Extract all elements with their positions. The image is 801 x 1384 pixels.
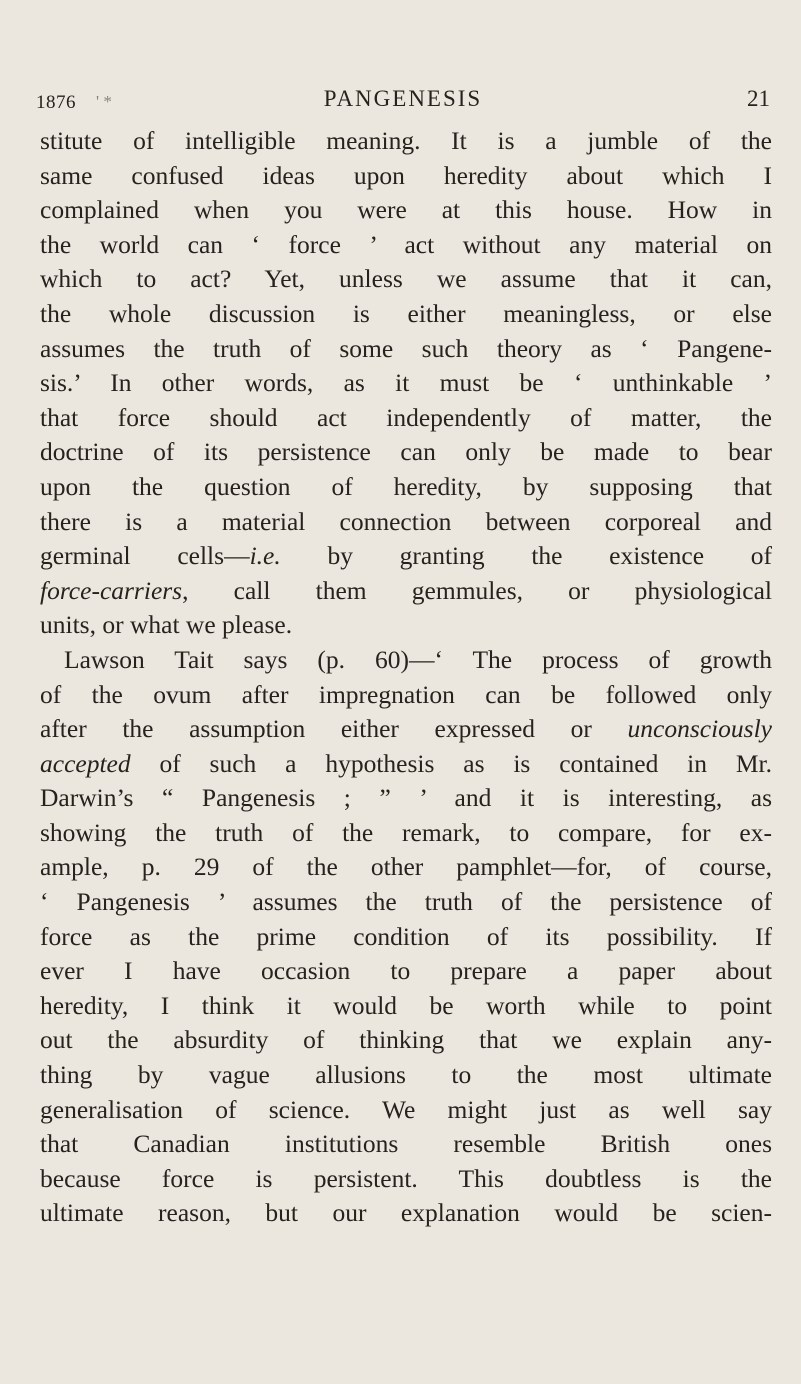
- text-line: [40, 643, 772, 678]
- line-text: which to act? Yet, unless we assume that it can,: [40, 264, 772, 294]
- line-text: that Canadian institutions resemble British ones: [40, 1129, 772, 1159]
- text-line: [40, 608, 772, 643]
- text-line: [40, 781, 772, 816]
- running-head-year: 1876: [36, 92, 76, 113]
- line-text: showing the truth of the remark, to compare, for ex-: [40, 817, 772, 847]
- text-line: [40, 159, 772, 194]
- text-line: [40, 574, 772, 609]
- text-line: [40, 1093, 772, 1128]
- line-text: complained when you were at this house. How in: [40, 195, 772, 225]
- line-text: by granting the existence of: [280, 541, 772, 571]
- running-head-title: PANGENESIS: [323, 86, 483, 111]
- running-head: [36, 86, 770, 120]
- text-line: [40, 678, 772, 713]
- line-text: upon the question of heredity, by supposing that: [40, 471, 772, 501]
- text-line: [40, 228, 772, 263]
- text-line: [40, 1058, 772, 1093]
- line-text: doctrine of its persistence can only be made to bear: [40, 437, 772, 467]
- text-line: [40, 505, 772, 540]
- text-line: [40, 1023, 772, 1058]
- text-line: [40, 470, 772, 505]
- line-text: germinal cells—: [40, 541, 250, 571]
- line-text: out the absurdity of thinking that we explain any-: [40, 1025, 772, 1055]
- line-text: assumes the truth of some such theory as ‘ Pangene-: [40, 333, 772, 363]
- line-text: thing by vague allusions to the most ultimate: [40, 1060, 772, 1090]
- body-text: [40, 124, 772, 1231]
- line-text: sis.’ In other words, as it must be ‘ unthinkable ’: [40, 368, 772, 398]
- text-line: [40, 332, 772, 367]
- line-text: because force is persistent. This doubtless is the: [40, 1163, 772, 1193]
- line-text: of such a hypothesis as is contained in Mr.: [130, 748, 772, 778]
- line-text: stitute of intelligible meaning. It is a jumble of the: [40, 126, 772, 155]
- running-head-marks: ' *: [96, 92, 112, 111]
- text-line: [40, 1196, 772, 1231]
- line-text: Darwin’s “ Pangenesis ; ” ’ and it is interesting, as: [40, 783, 772, 813]
- line-text: units, or what we please.: [40, 610, 293, 640]
- text-line: [40, 920, 772, 955]
- line-text: ample, p. 29 of the other pamphlet—for, of course,: [40, 852, 772, 882]
- text-line: [40, 539, 772, 574]
- line-text: force as the prime condition of its possibility. If: [40, 921, 772, 951]
- line-text: same confused ideas upon heredity about which I: [40, 160, 772, 190]
- line-text: Lawson Tait says (p. 60)—‘ The process of growth: [64, 644, 772, 674]
- line-text: ultimate reason, but our explanation would be scien-: [40, 1198, 772, 1228]
- line-text: ever I have occasion to prepare a paper about: [40, 956, 772, 986]
- line-text: heredity, I think it would be worth while to point: [40, 990, 772, 1020]
- text-line: [40, 850, 772, 885]
- line-text: ‘ Pangenesis ’ assumes the truth of the persistence of: [40, 887, 772, 917]
- text-line: [40, 297, 772, 332]
- line-text: of the ovum after impregnation can be followed only: [40, 679, 772, 709]
- line-text: there is a material connection between corporeal and: [40, 506, 772, 536]
- text-line: [40, 954, 772, 989]
- text-line: [40, 1127, 772, 1162]
- page-number: 21: [747, 86, 770, 111]
- text-line: [40, 712, 772, 747]
- text-line: [40, 747, 772, 782]
- text-line: [40, 124, 772, 159]
- line-text: , call them gemmules, or physiological: [182, 575, 772, 605]
- line-text: the world can ‘ force ’ act without any material on: [40, 229, 772, 259]
- line-text: that force should act independently of matter, the: [40, 402, 772, 432]
- text-line: [40, 366, 772, 401]
- text-line: [40, 401, 772, 436]
- italic-phrase: unconsciously: [627, 714, 772, 744]
- text-line: [40, 989, 772, 1024]
- italic-phrase: accepted: [40, 748, 131, 778]
- text-line: [40, 885, 772, 920]
- italic-phrase: i.e.: [249, 541, 281, 571]
- text-line: [40, 1162, 772, 1197]
- italic-phrase: force-carriers: [40, 575, 183, 605]
- line-text: the whole discussion is either meaningless, or else: [40, 298, 772, 328]
- line-text: generalisation of science. We might just as well say: [40, 1094, 772, 1124]
- line-text: after the assumption either expressed or: [40, 714, 628, 744]
- text-line: [40, 193, 772, 228]
- text-line: [40, 816, 772, 851]
- text-line: [40, 262, 772, 297]
- text-line: [40, 435, 772, 470]
